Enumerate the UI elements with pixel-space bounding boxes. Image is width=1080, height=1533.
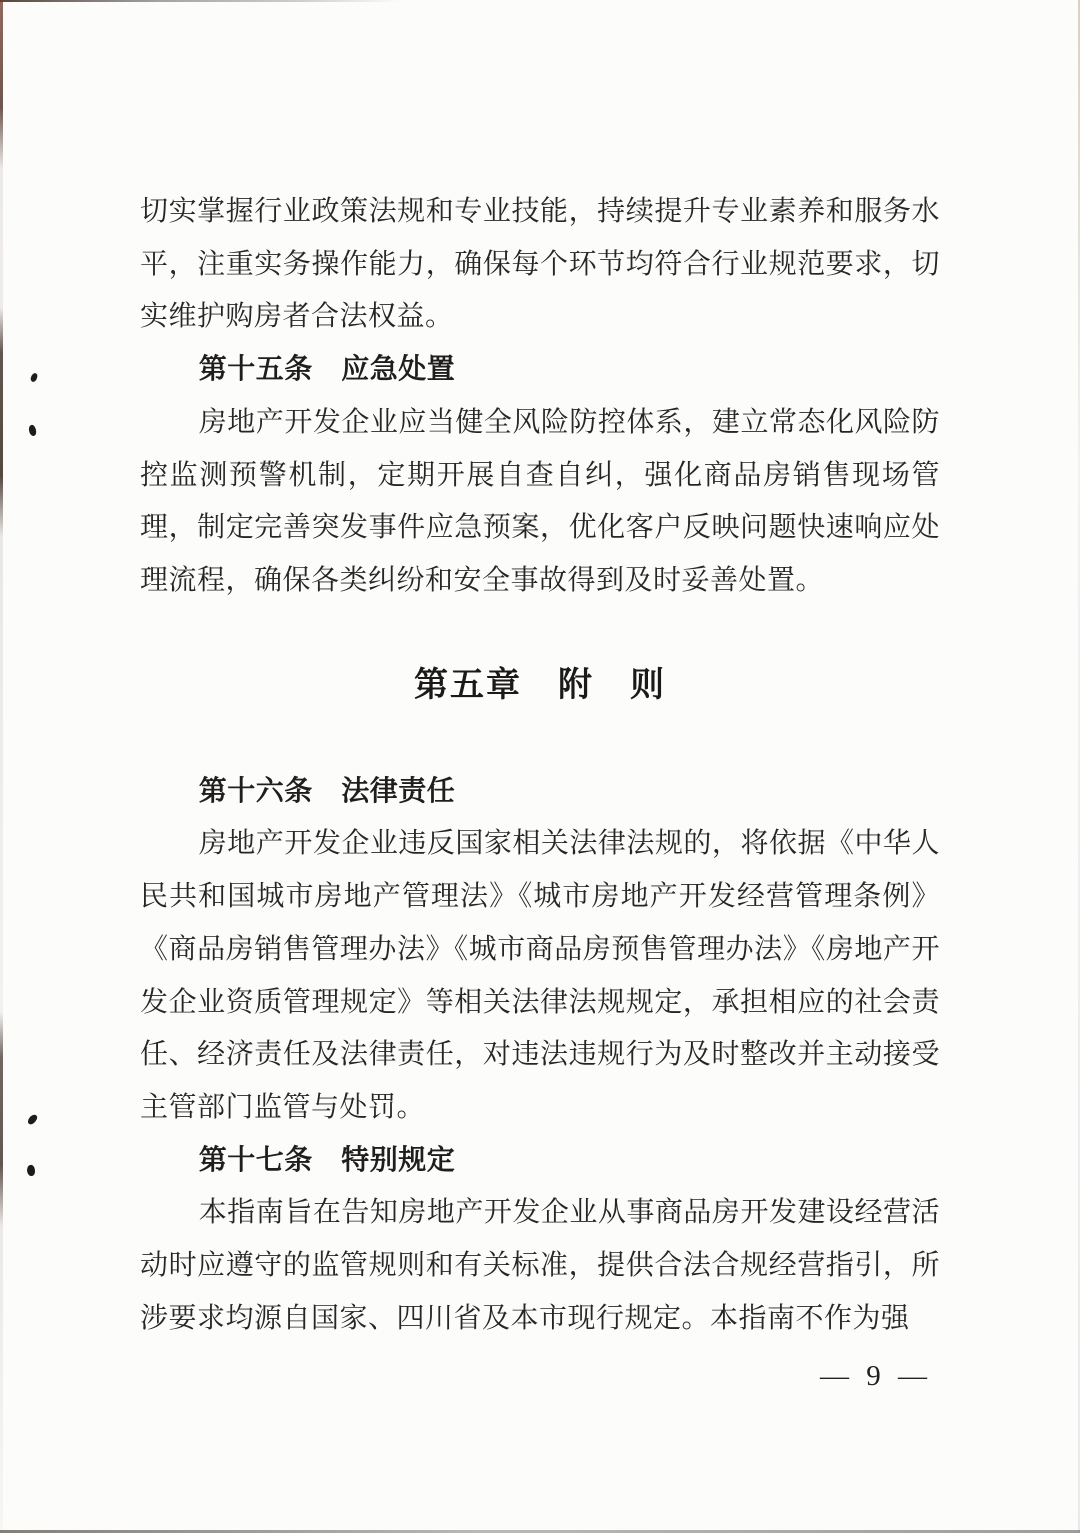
scan-artifact-left-edge	[0, 0, 3, 1533]
ink-speck	[26, 1113, 38, 1126]
chapter-5-heading: 第五章 附 则	[414, 667, 666, 705]
scan-artifact-top-edge	[0, 0, 400, 2]
article-15-heading: 第十五条 应急处置	[198, 354, 456, 386]
document-body	[140, 186, 940, 1345]
ink-speck	[26, 1164, 37, 1177]
ink-speck	[27, 424, 37, 437]
ink-speck	[30, 372, 38, 382]
article-16-body: 房地产开发企业违反国家相关法律法规的，将依据《中华人民共和国城市房地产管理法》《城市房地产开发经营管理条例》《商品房销售管理办法》《城市商品房预售管理办法》《房地产开发企业资质管理规定》等相关法律法规规定，承担相应的社会责任、经济责任及法律责任，对违法违规行为及时整改并主动接受主管部门监管与处罚。	[140, 828, 940, 1123]
article-17-body: 本指南旨在告知房地产开发企业从事商品房开发建设经营活动时应遵守的监管规则和有关标准，提供合法合规经营指引，所涉要求均源自国家、四川省及本市现行规定。本指南不作为强	[140, 1197, 940, 1334]
article-16-heading: 第十六条 法律责任	[198, 775, 456, 807]
paragraph-continuation: 切实掌握行业政策法规和专业技能，持续提升专业素养和服务水平，注重实务操作能力，确保每个环节均符合行业规范要求，切实维护购房者合法权益。	[140, 196, 940, 333]
article-17-heading: 第十七条 特别规定	[198, 1144, 456, 1176]
page-number: — 9 —	[820, 1360, 932, 1392]
article-15-body: 房地产开发企业应当健全风险防控体系，建立常态化风险防控监测预警机制，定期开展自查自纠，强化商品房销售现场管理，制定完善突发事件应急预案，优化客户反映问题快速响应处理流程，确保各类纠纷和安全事故得到及时妥善处置。	[140, 406, 940, 596]
